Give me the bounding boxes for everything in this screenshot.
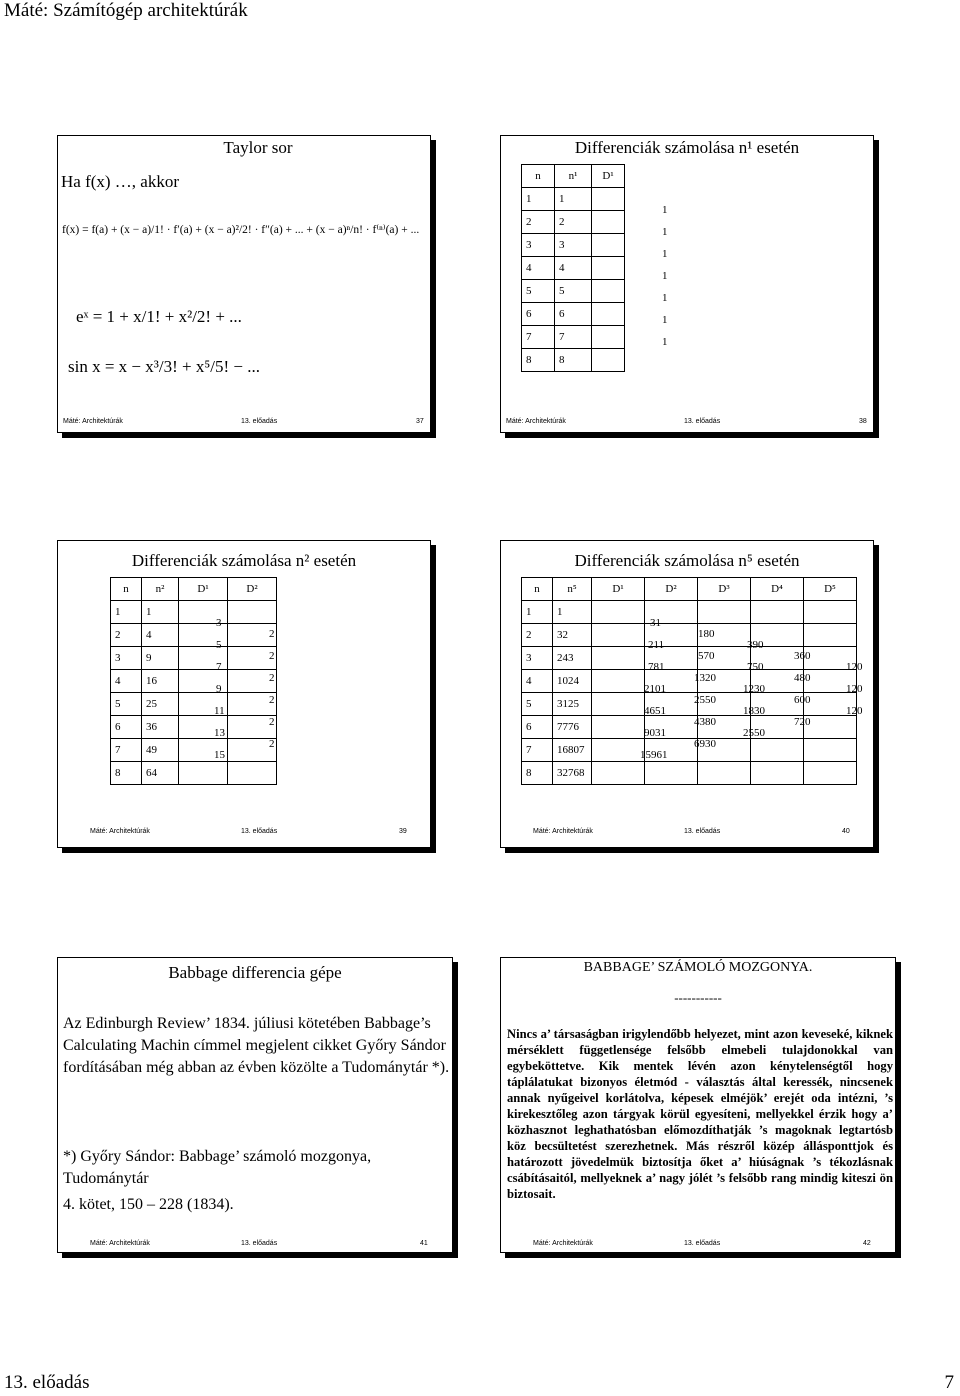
slide-38 [500,135,874,433]
header-cell: n [111,578,142,601]
footer-lecture: 13. előadás [241,1240,278,1247]
d4-value: 360 [794,650,811,662]
difference-value: 1 [662,226,668,238]
table-row [522,303,625,326]
d1-value: 2101 [644,683,666,695]
slide-37 [57,135,431,433]
value-cell: 64 [142,762,179,785]
value-cell: 25 [142,693,179,716]
table-row [522,188,625,211]
header-cell: n¹ [555,165,592,188]
table-row [111,670,277,693]
table-row [522,601,857,624]
value-cell: 1 [142,601,179,624]
table-row [522,326,625,349]
title-separator: ----------- [674,990,722,1005]
d1-value: 15 [214,749,225,761]
d1-value: 3 [216,617,222,629]
table-row [111,647,277,670]
slide-title: Differenciák számolása n⁵ esetén [574,551,800,570]
n-cell: 2 [522,211,555,234]
header-cell: n [522,165,555,188]
difference-value: 1 [662,292,668,304]
header-cell: D² [228,578,277,601]
d1-value: 211 [648,639,665,651]
slide-42 [500,957,896,1253]
d2-value: 2 [269,672,275,684]
n-cell: 5 [522,280,555,303]
table-row [522,762,857,785]
value-cell: 9 [142,647,179,670]
table-header-row [522,165,625,188]
value-cell: 1 [553,601,592,624]
header-cell: D³ [698,578,751,601]
n-cell: 3 [111,647,142,670]
footer-lecture: 13. előadás [684,828,721,835]
d1-value: 9031 [644,727,666,739]
n-cell: 6 [522,303,555,326]
value-cell: 16807 [553,739,592,762]
table-row [522,234,625,257]
d1-value: 11 [214,705,225,717]
value-cell: 1 [555,188,592,211]
header-cell: n [522,578,553,601]
value-cell: 2 [555,211,592,234]
d2-value: 2 [269,716,275,728]
header-cell: n⁵ [553,578,592,601]
footer-author: Máté: Architektúrák [506,418,566,425]
d2-value: 570 [698,650,715,662]
header-cell: D¹ [592,578,645,601]
footer-lecture: 13. előadás [684,1240,721,1247]
footer-page: 37 [416,418,424,425]
footer-author: Máté: Architektúrák [533,828,593,835]
n-cell: 4 [111,670,142,693]
footer-page: 38 [859,418,867,425]
d3-value: 750 [747,661,764,673]
value-cell: 5 [555,280,592,303]
d2-value: 2 [269,738,275,750]
value-cell: 32 [553,624,592,647]
table-header-row [522,578,857,601]
d2-value: 1320 [694,672,716,684]
footer-page: 40 [842,828,850,835]
article-text: Nincs a’ társaságban irigylendőbb helyezet, mint azon keveseké, kiknek mérséklett függetlensége felsőbb elmebeli tulajdonokkal van egybeköttetve. Kik mentek lévén azon kénytelenségtől hogy táplálatukat bizonyos életmód - választás által keressék, nincsenek annak nyűgeivel korlátolva, képesek elméjök’ erejét oda intézni, ’s kirekesztőleg azon tárgyak körül egyesíteni, mellyekkel érzik hogy a’ közhasznot leghathatósban előmozdíthatják ’s magoknak legtartósb köz becsültetést szerezhetnek. Más részről közép állásponttjok és határozott jövedelmük biztosítja őket a’ hiúságnak ’s tékozlásnak csábításaitól, mellyeknek a’ nagy jólét ’s felsőbb rang mindig kiteszi ön biztosait. [507,1027,893,1201]
footer-author: Máté: Architektúrák [533,1240,593,1247]
d1-value: 781 [648,661,665,673]
n-cell: 8 [522,349,555,372]
header-cell: D⁵ [804,578,857,601]
footer-author: Máté: Architektúrák [90,1240,150,1247]
footer-page: 39 [399,828,407,835]
difference-table [110,577,277,785]
difference-value: 1 [662,314,668,326]
value-cell: 7 [555,326,592,349]
n-cell: 4 [522,670,553,693]
n-cell: 1 [111,601,142,624]
difference-value: 1 [662,336,668,348]
table-row [522,280,625,303]
d1-value: 31 [650,617,661,629]
value-cell: 1024 [553,670,592,693]
footer-lecture: 13. előadás [241,418,278,425]
table-row [111,739,277,762]
document-header: Máté: Számítógép architektúrák [4,0,248,21]
n-cell: 2 [522,624,553,647]
n-cell: 6 [111,716,142,739]
n-cell: 7 [111,739,142,762]
header-cell: D¹ [179,578,228,601]
footer-author: Máté: Architektúrák [63,418,123,425]
value-cell: 49 [142,739,179,762]
value-cell: 243 [553,647,592,670]
d2-value: 2 [269,694,275,706]
d3-value: 390 [747,639,764,651]
d2-value: 2 [269,650,275,662]
d1-value: 4651 [644,705,666,717]
difference-value: 1 [662,270,668,282]
article-paragraph: Az Edinburgh Review’ 1834. júliusi kötetében Babbage’s Calculating Machin címmel megjelent cikket Győry Sándor fordításában még abban az évben közölte a Tudománytár *). [63,1015,450,1076]
n-cell: 7 [522,326,555,349]
n-cell: 3 [522,647,553,670]
value-cell: 6 [555,303,592,326]
d3-value: 2550 [743,727,765,739]
footnote-paragraph: *) Győry Sándor: Babbage’ számoló mozgonya, Tudománytár [63,1148,372,1187]
d1-value: 5 [216,639,222,651]
table-row [111,693,277,716]
n-cell: 2 [111,624,142,647]
footnote-volume: 4. kötet, 150 – 228 (1834). [63,1196,234,1213]
d2-value: 2550 [694,694,716,706]
value-cell: 4 [142,624,179,647]
value-cell: 3125 [553,693,592,716]
sin-formula: sin x = x − x³/3! + x⁵/5! − ... [68,357,260,376]
d4-value: 600 [794,694,811,706]
table-header-row [111,578,277,601]
table-row [111,624,277,647]
document-page-number: 7 [944,1372,954,1393]
taylor-intro: Ha f(x) …, akkor [61,172,180,191]
taylor-formula: f(x) = f(a) + (x − a)/1! · f′(a) + (x − a)²/2! · f″(a) + ... + (x − a)ⁿ/n! · f⁽ⁿ⁾(a) + ... [62,224,420,236]
table-row [522,739,857,762]
d3-value: 1230 [743,683,765,695]
table-row [522,624,857,647]
d4-value: 480 [794,672,811,684]
slide-title: Differenciák számolása n¹ esetén [574,138,800,157]
header-cell: D⁴ [751,578,804,601]
difference-table [521,164,625,372]
table-row [522,211,625,234]
footer-lecture: 13. előadás [241,828,278,835]
header-cell: D¹ [592,165,625,188]
difference-value: 1 [662,248,668,260]
d5-value: 120 [846,705,863,717]
header-cell: n² [142,578,179,601]
d2-value: 2 [269,628,275,640]
n-cell: 3 [522,234,555,257]
d2-value: 180 [698,628,715,640]
slide-41 [57,957,453,1253]
footer-author: Máté: Architektúrák [90,828,150,835]
value-cell: 32768 [553,762,592,785]
table-row [111,762,277,785]
d3-value: 1830 [743,705,765,717]
n-cell: 1 [522,601,553,624]
footer-lecture: 13. előadás [684,418,721,425]
n-cell: 1 [522,188,555,211]
d5-value: 120 [846,661,863,673]
table-row [522,349,625,372]
table-row [111,601,277,624]
slide-40 [500,540,874,848]
d1-value: 7 [216,661,222,673]
d1-value: 15961 [640,749,668,761]
d2-value: 4380 [694,716,716,728]
table-row [522,257,625,280]
table-row [111,716,277,739]
value-cell: 7776 [553,716,592,739]
exp-formula: eˣ = 1 + x/1! + x²/2! + ... [76,307,242,326]
value-cell: 16 [142,670,179,693]
n-cell: 5 [522,693,553,716]
n-cell: 5 [111,693,142,716]
slide-title: BABBAGE’ SZÁMOLÓ MOZGONYA. [583,960,813,975]
header-cell: D² [645,578,698,601]
d2-value: 6930 [694,738,716,750]
value-cell: 36 [142,716,179,739]
slide-39 [57,540,431,848]
n-cell: 8 [111,762,142,785]
d1-value: 9 [216,683,222,695]
d1-value: 13 [214,727,225,739]
value-cell: 8 [555,349,592,372]
value-cell: 4 [555,257,592,280]
footer-page: 41 [420,1240,428,1247]
n-cell: 8 [522,762,553,785]
n-cell: 7 [522,739,553,762]
footer-page: 42 [863,1240,871,1247]
document-footer-lecture: 13. előadás [4,1372,90,1393]
slide-title: Babbage differencia gépe [168,963,342,982]
slide-title: Differenciák számolása n² esetén [131,551,357,570]
slide-title: Taylor sor [223,138,293,157]
value-cell: 3 [555,234,592,257]
difference-value: 1 [662,204,668,216]
n-cell: 4 [522,257,555,280]
n-cell: 6 [522,716,553,739]
d4-value: 720 [794,716,811,728]
d5-value: 120 [846,683,863,695]
